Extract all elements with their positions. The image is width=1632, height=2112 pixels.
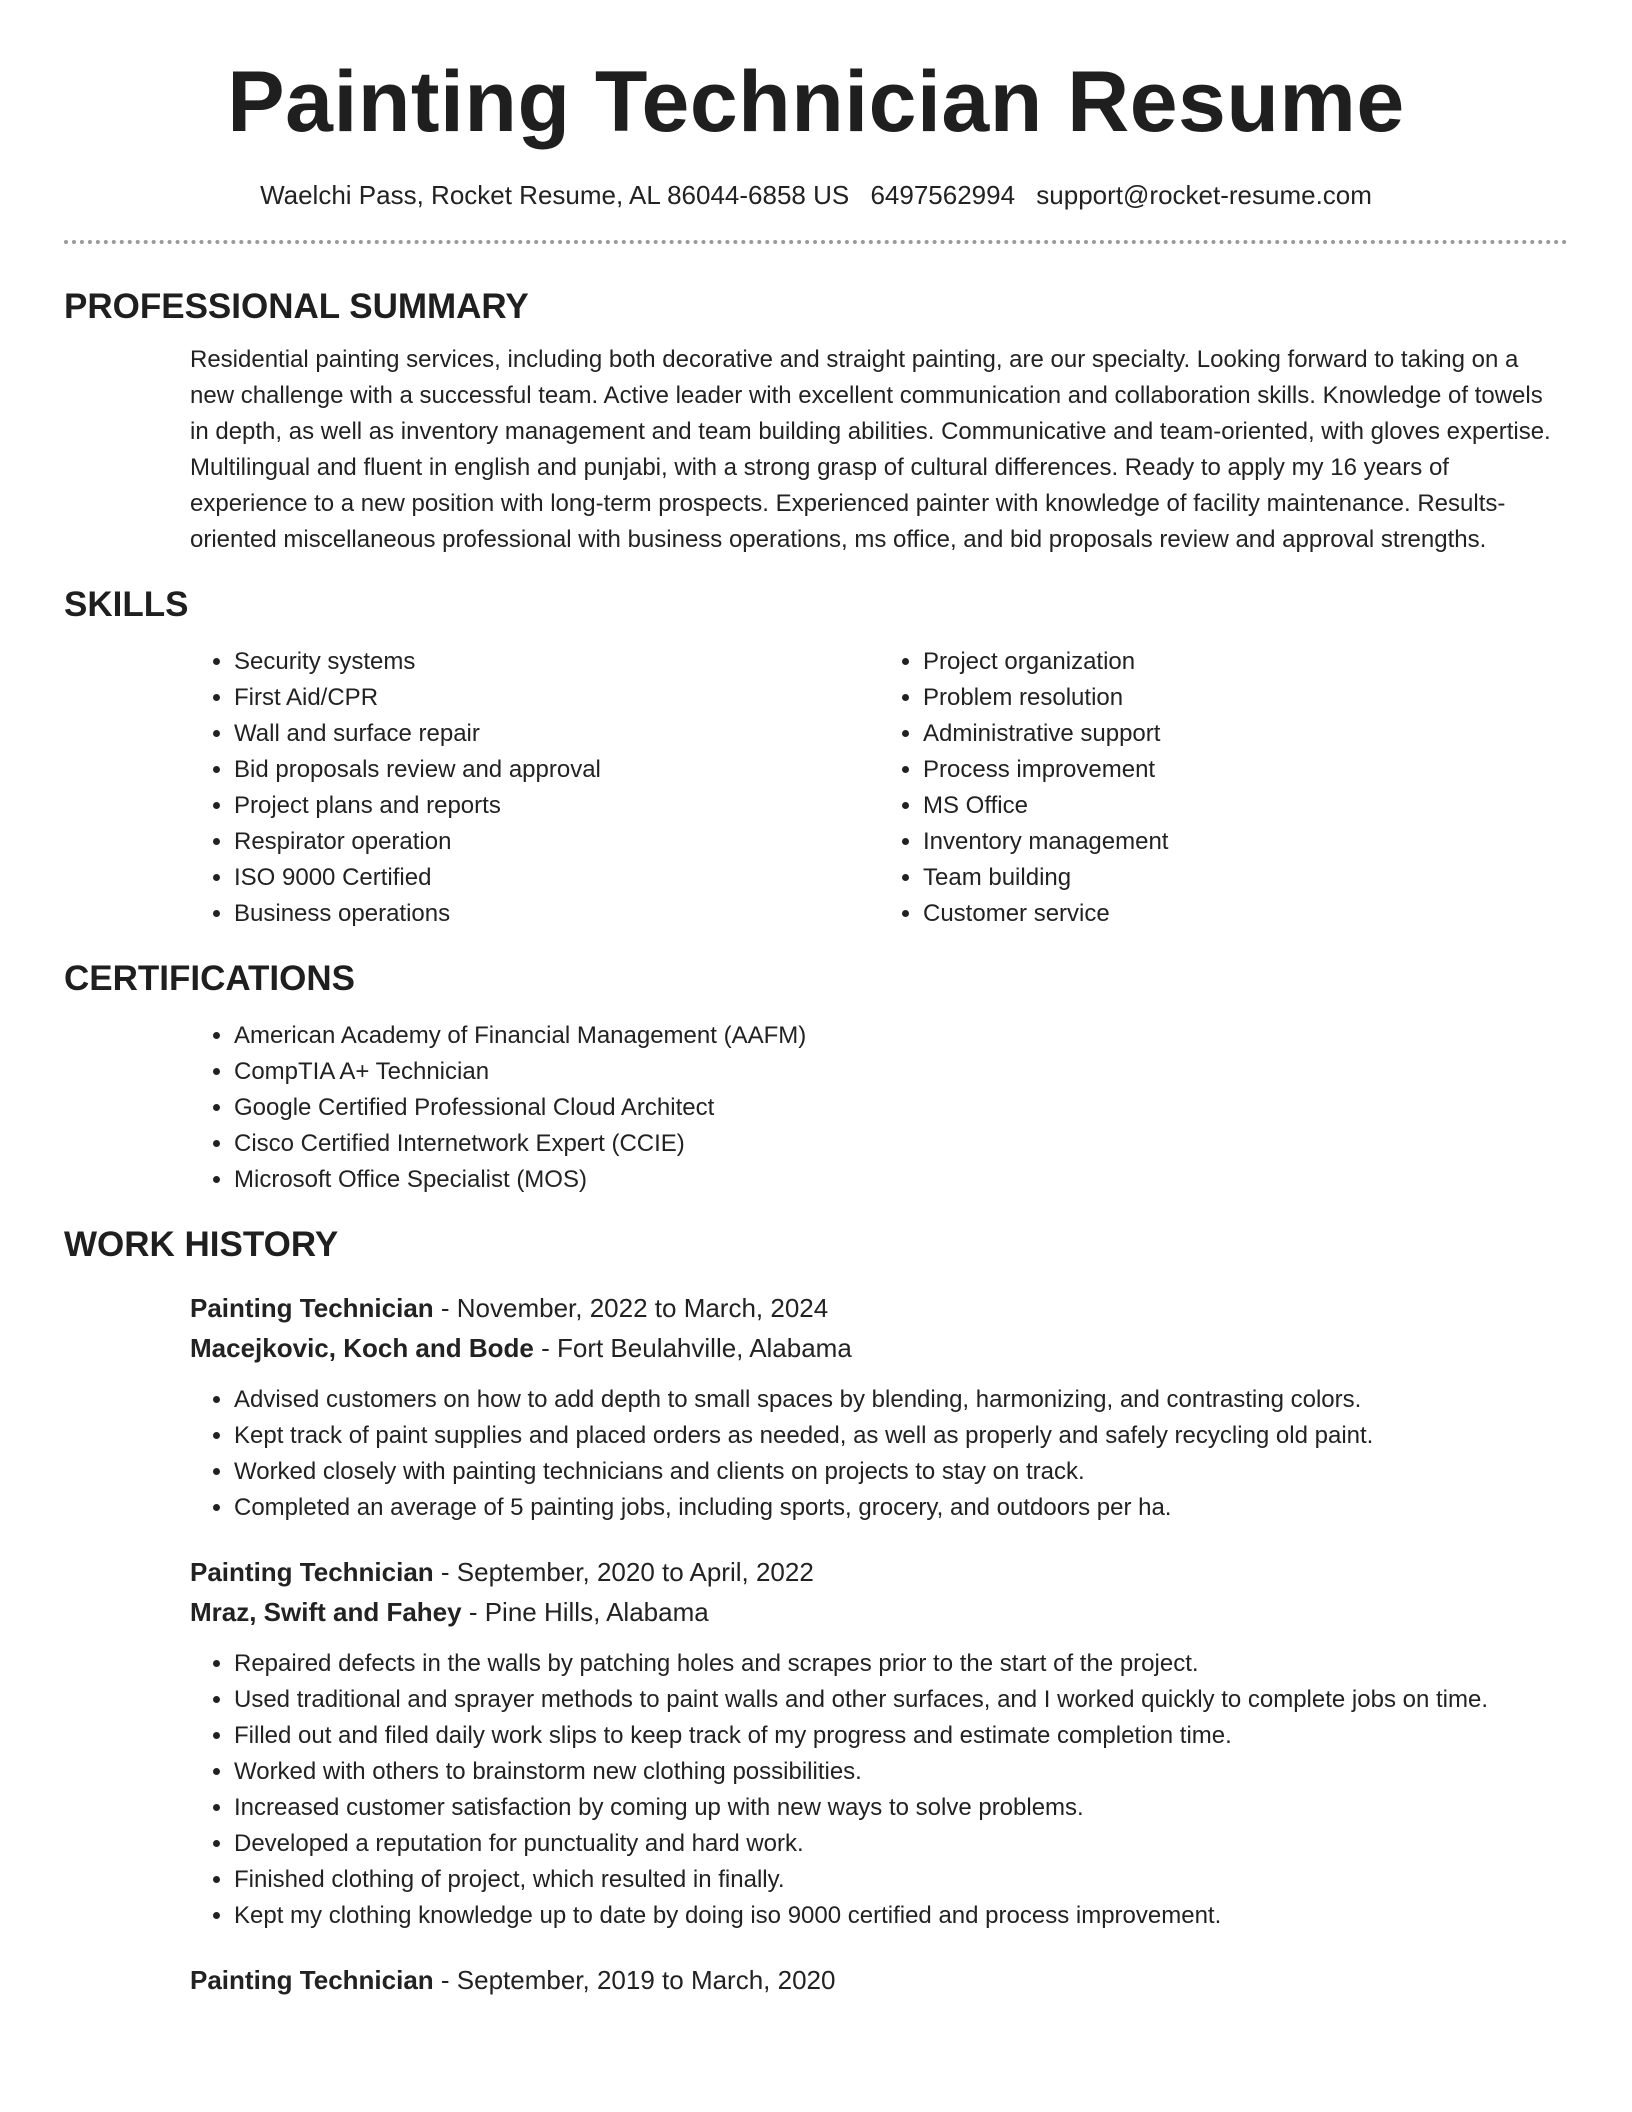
skill-item: • Security systems xyxy=(234,644,879,680)
contact-email: support@rocket-resume.com xyxy=(1036,180,1372,210)
skill-item: • Process improvement xyxy=(923,752,1568,788)
contact-line xyxy=(64,178,1568,212)
certification-item: • Cisco Certified Internetwork Expert (CCIE) xyxy=(234,1126,1568,1162)
job-bullet: • Repaired defects in the walls by patching holes and scrapes prior to the start of the project. xyxy=(234,1646,1568,1682)
skill-item: • Respirator operation xyxy=(234,824,879,860)
job-title-line xyxy=(190,1552,1568,1592)
job-title: Painting Technician xyxy=(190,1965,434,1995)
skill-item: • Customer service xyxy=(923,896,1568,932)
resume-title: Painting Technician Resume xyxy=(227,54,1405,150)
job-company-line xyxy=(190,1328,1568,1368)
summary-body xyxy=(190,342,1568,558)
skill-item: • Project plans and reports xyxy=(234,788,879,824)
contact-address: Waelchi Pass, Rocket Resume, AL 86044-6858 US xyxy=(260,180,850,210)
skill-item: • Project organization xyxy=(923,644,1568,680)
job-company: Macejkovic, Koch and Bode xyxy=(190,1333,534,1363)
job-bullet: • Kept track of paint supplies and placed orders as needed, as well as properly and safely recycling old paint. xyxy=(234,1418,1568,1454)
summary-heading: PROFESSIONAL SUMMARY xyxy=(64,287,529,326)
resume-page xyxy=(64,0,1568,2000)
job-title: Painting Technician xyxy=(190,1557,434,1587)
job-entry xyxy=(190,1960,1568,2000)
header-divider xyxy=(64,240,1568,244)
job-title: Painting Technician xyxy=(190,1293,434,1323)
skills-list-left xyxy=(190,644,879,932)
job-company-line xyxy=(190,1592,1568,1632)
skill-item: • Inventory management xyxy=(923,824,1568,860)
certification-item: • Microsoft Office Specialist (MOS) xyxy=(234,1162,1568,1198)
job-location: - Fort Beulahville, Alabama xyxy=(533,1333,852,1363)
job-company: Mraz, Swift and Fahey xyxy=(190,1597,462,1627)
contact-phone: 6497562994 xyxy=(870,180,1016,210)
skill-item: • Bid proposals review and approval xyxy=(234,752,879,788)
job-bullet: • Filled out and filed daily work slips to keep track of my progress and estimate completion time. xyxy=(234,1718,1568,1754)
job-entry xyxy=(190,1288,1568,1526)
certification-item: • American Academy of Financial Management (AAFM) xyxy=(234,1018,1568,1054)
job-entry xyxy=(190,1552,1568,1934)
summary-text: Residential painting services, including both decorative and straight painting, are our specialty. Looking forward to taking on a new challenge with a successful team. Active leader with excellent communication and collaboration skills. Knowledge of towels in depth, as well as inventory management and team building abilities. Communicative and team-oriented, with gloves expertise. Multilingual and fluent in english and punjabi, with a strong grasp of cultural differences. Ready to apply my 16 years of experience to a new position with long-term prospects. Experienced painter with knowledge of facility maintenance. Results-oriented miscellaneous professional with business operations, ms office, and bid proposals review and approval strengths. xyxy=(190,346,1551,553)
certifications-list xyxy=(190,1018,1568,1198)
job-dates: - September, 2020 to April, 2022 xyxy=(433,1557,814,1587)
job-bullet: • Used traditional and sprayer methods to paint walls and other surfaces, and I worked quickly to complete jobs on time. xyxy=(234,1682,1568,1718)
skill-item: • ISO 9000 Certified xyxy=(234,860,879,896)
skill-item: • Wall and surface repair xyxy=(234,716,879,752)
job-bullet: • Worked with others to brainstorm new clothing possibilities. xyxy=(234,1754,1568,1790)
job-bullet: • Finished clothing of project, which resulted in finally. xyxy=(234,1862,1568,1898)
certifications-body xyxy=(190,1018,1568,1198)
skill-item: • MS Office xyxy=(923,788,1568,824)
skill-item: • First Aid/CPR xyxy=(234,680,879,716)
job-bullet: • Kept my clothing knowledge up to date by doing iso 9000 certified and process improvement. xyxy=(234,1898,1568,1934)
job-bullet: • Advised customers on how to add depth to small spaces by blending, harmonizing, and contrasting colors. xyxy=(234,1382,1568,1418)
job-title-line xyxy=(190,1288,1568,1328)
job-bullets xyxy=(190,1382,1568,1526)
skills-heading: SKILLS xyxy=(64,585,189,624)
job-dates: - November, 2022 to March, 2024 xyxy=(433,1293,829,1323)
skill-item: • Administrative support xyxy=(923,716,1568,752)
skill-item: • Team building xyxy=(923,860,1568,896)
job-bullet: • Increased customer satisfaction by coming up with new ways to solve problems. xyxy=(234,1790,1568,1826)
skills-list-right xyxy=(879,644,1568,932)
certifications-heading: CERTIFICATIONS xyxy=(64,959,356,998)
certification-item: • Google Certified Professional Cloud Architect xyxy=(234,1090,1568,1126)
job-bullet: • Developed a reputation for punctuality and hard work. xyxy=(234,1826,1568,1862)
skills-section xyxy=(64,584,1568,932)
job-title-line xyxy=(190,1960,1568,2000)
skills-columns xyxy=(190,644,1568,932)
skill-item: • Business operations xyxy=(234,896,879,932)
work-history-section xyxy=(64,1224,1568,2000)
job-bullets xyxy=(190,1646,1568,1934)
work-history-heading: WORK HISTORY xyxy=(64,1225,339,1264)
job-location: - Pine Hills, Alabama xyxy=(461,1597,709,1627)
certification-item: • CompTIA A+ Technician xyxy=(234,1054,1568,1090)
skill-item: • Problem resolution xyxy=(923,680,1568,716)
job-bullet: • Completed an average of 5 painting jobs, including sports, grocery, and outdoors per ha. xyxy=(234,1490,1568,1526)
certifications-section xyxy=(64,958,1568,1198)
job-bullet: • Worked closely with painting technicians and clients on projects to stay on track. xyxy=(234,1454,1568,1490)
summary-section xyxy=(64,286,1568,558)
job-dates: - September, 2019 to March, 2020 xyxy=(433,1965,836,1995)
